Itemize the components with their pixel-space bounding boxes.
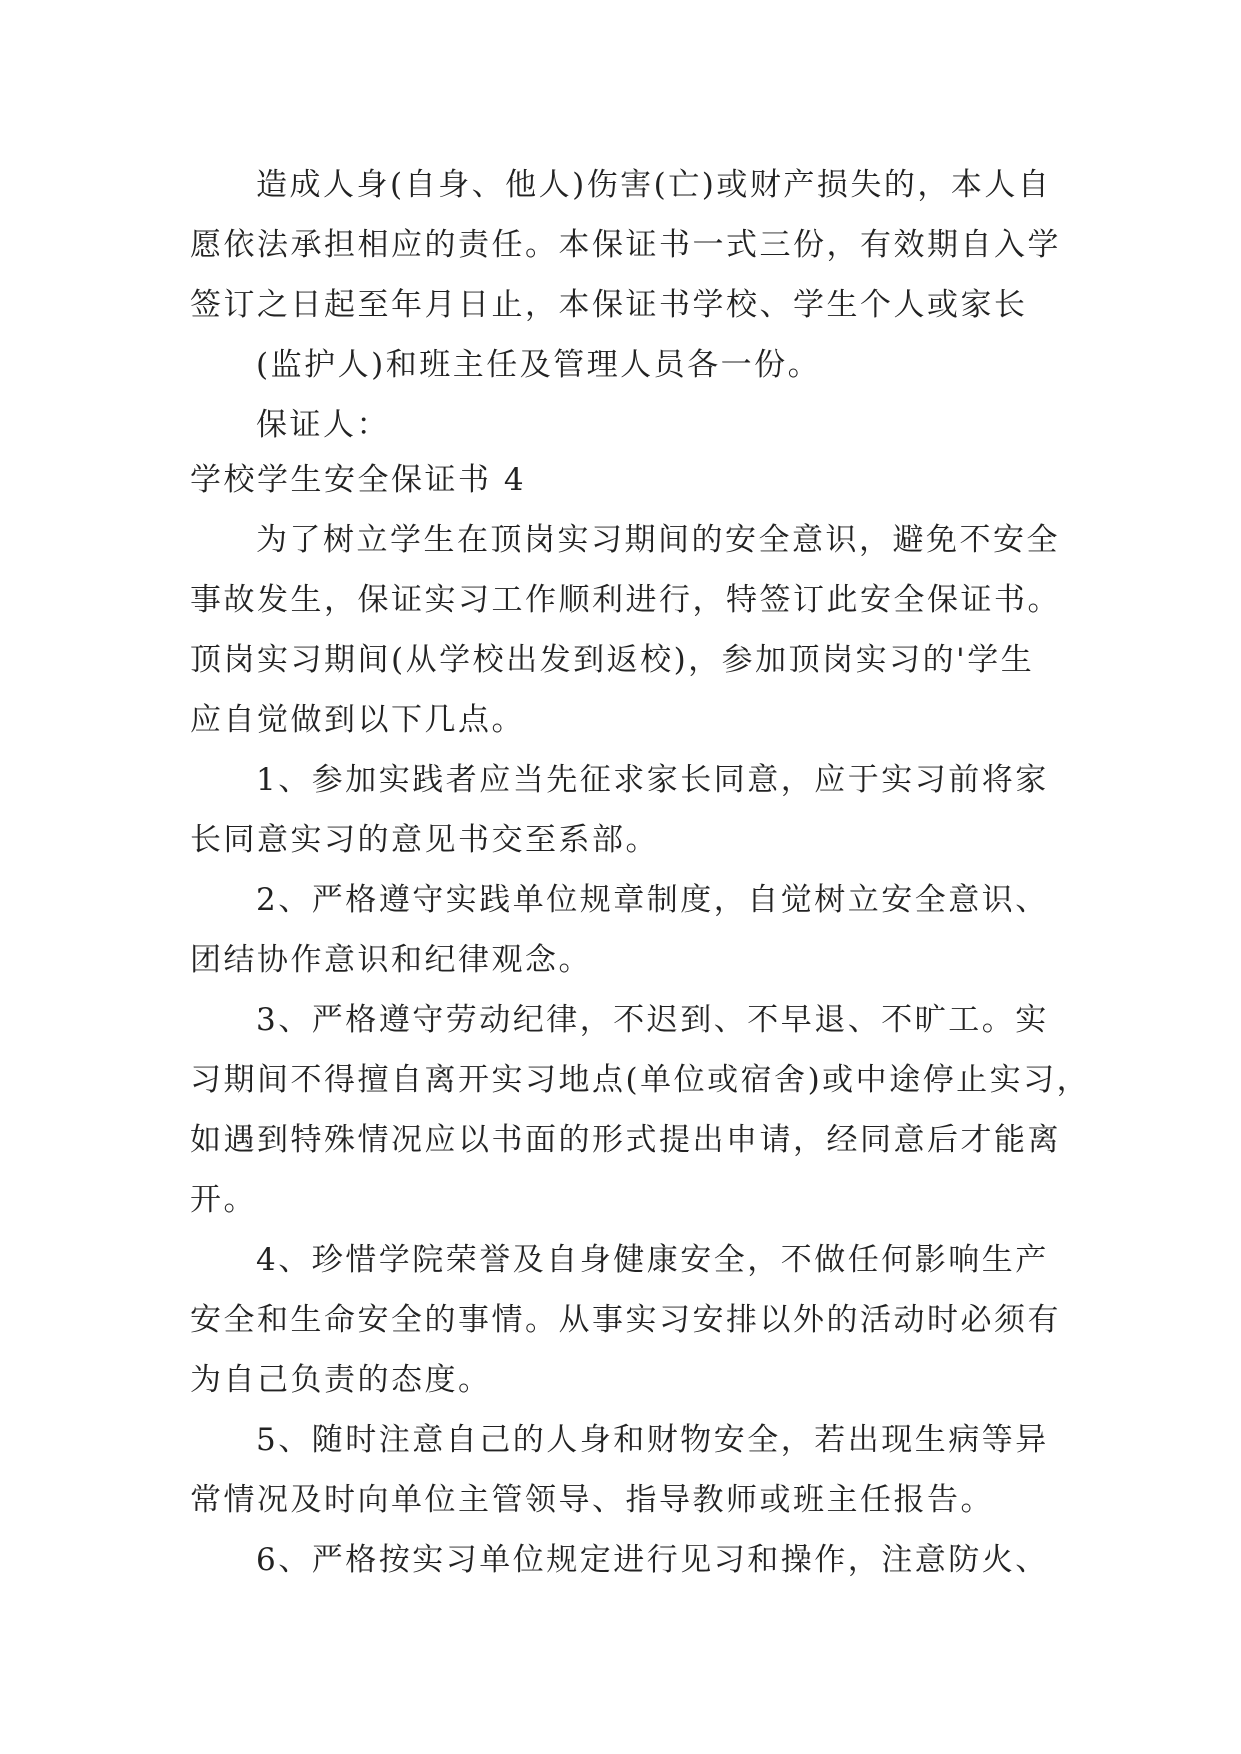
text-line: 签订之日起至年月日止，本保证书学校、学生个人或家长 <box>190 287 1028 323</box>
text-line: 长同意实习的意见书交至系部。 <box>190 822 659 858</box>
list-item: 4、珍惜学院荣誉及自身健康安全，不做任何影响生产 <box>256 1242 1049 1278</box>
text-line: 应自觉做到以下几点。 <box>190 702 525 738</box>
text-line: (监护人)和班主任及管理人员各一份。 <box>256 347 822 383</box>
text-line: 愿依法承担相应的责任。本保证书一式三份，有效期自入学 <box>190 227 1061 263</box>
list-item: 3、严格遵守劳动纪律，不迟到、不早退、不旷工。实 <box>256 1002 1049 1038</box>
text-line: 安全和生命安全的事情。从事实习安排以外的活动时必须有 <box>190 1302 1061 1338</box>
text-line: 团结协作意识和纪律观念。 <box>190 942 592 978</box>
text-line: 事故发生，保证实习工作顺利进行，特签订此安全保证书。 <box>190 582 1061 618</box>
text-line: 开。 <box>190 1182 257 1218</box>
text-line: 顶岗实习期间(从学校出发到返校)，参加顶岗实习的'学生 <box>190 642 1035 678</box>
text-line: 为了树立学生在顶岗实习期间的安全意识，避免不安全 <box>256 522 1060 558</box>
signature-label: 保证人： <box>256 407 390 443</box>
text-line: 常情况及时向单位主管领导、指导教师或班主任报告。 <box>190 1482 994 1518</box>
list-item: 6、严格按实习单位规定进行见习和操作，注意防火、 <box>256 1542 1049 1578</box>
list-item: 2、严格遵守实践单位规章制度，自觉树立安全意识、 <box>256 882 1049 918</box>
list-item: 1、参加实践者应当先征求家长同意，应于实习前将家 <box>256 762 1049 798</box>
text-line: 造成人身(自身、他人)伤害(亡)或财产损失的，本人自 <box>256 167 1052 203</box>
text-line: 如遇到特殊情况应以书面的形式提出申请，经同意后才能离 <box>190 1122 1061 1158</box>
text-line: 习期间不得擅自离开实习地点(单位或宿舍)或中途停止实习， <box>190 1062 1091 1098</box>
section-title: 学校学生安全保证书 4 <box>190 462 527 498</box>
text-line: 为自己负责的态度。 <box>190 1362 492 1398</box>
list-item: 5、随时注意自己的人身和财物安全，若出现生病等异 <box>256 1422 1049 1458</box>
